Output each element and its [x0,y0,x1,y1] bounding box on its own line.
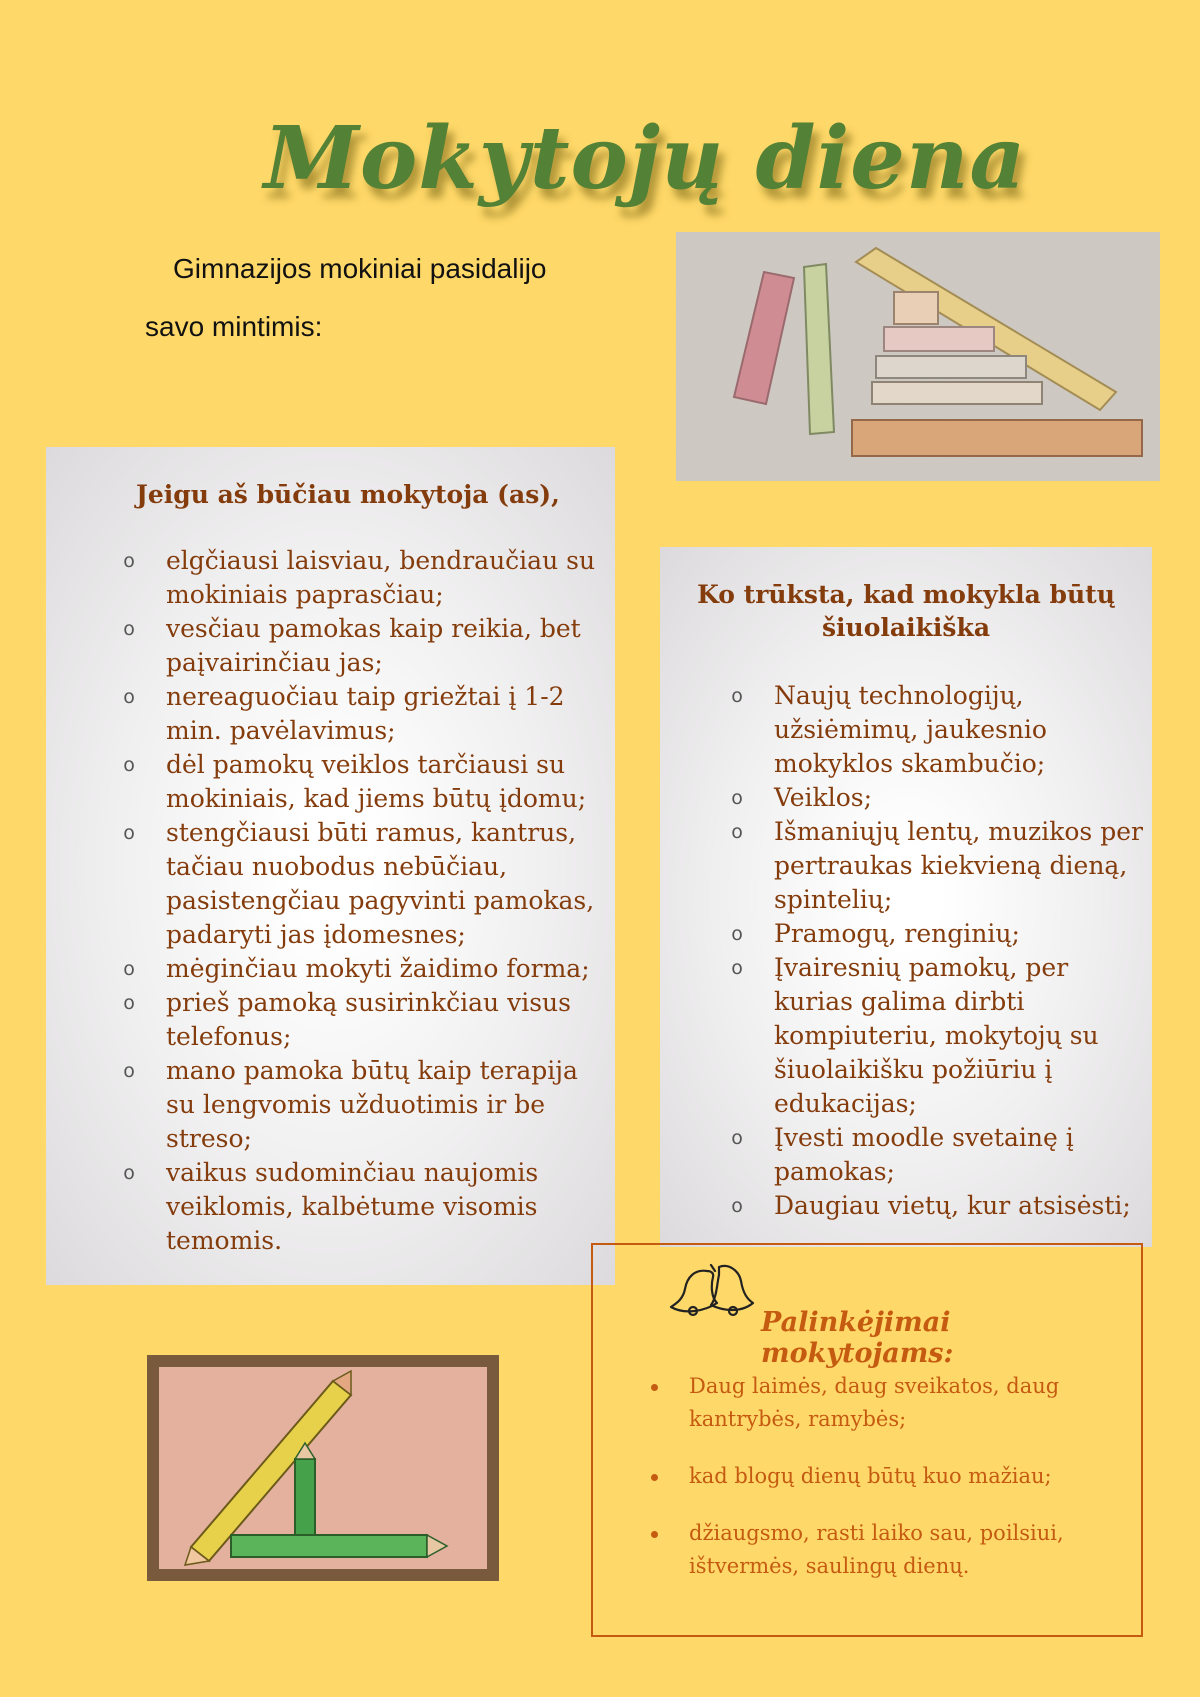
circle-bullet-icon: o [123,1060,135,1082]
bells-icon [667,1261,757,1323]
list-item: džiaugsmo, rasti laiko sau, poilsiui, ištvermės, saulingų dienų. [651,1517,1121,1583]
list-item: o stengčiausi būti ramus, kantrus, tačiau nuobodus nebūčiau, pasistengčiau pagyvinti pamokas, padaryti jas įdomesnes; [112,816,607,952]
list-item: o elgčiausi laisviau, bendraučiau su mokiniais paprasčiau; [112,544,607,612]
circle-bullet-icon: o [123,822,135,844]
list-item: o mano pamoka būtų kaip terapija su lengvomis užduotimis ir be streso; [112,1054,607,1156]
bullet-dot-icon [651,1531,658,1538]
circle-bullet-icon: o [123,618,135,640]
circle-bullet-icon: o [123,992,135,1014]
page-title: Mokytojų diena [263,108,1027,209]
wishes-list [651,1370,1121,1607]
circle-bullet-icon: o [731,821,743,843]
list-item: o prieš pamoką susirinkčiau visus telefonus; [112,986,607,1054]
list-item: o nereaguočiau taip griežtai į 1-2 min. pavėlavimus; [112,680,607,748]
if-i-were-teacher-card [46,447,615,1285]
circle-bullet-icon: o [731,957,743,979]
wishes-heading: Palinkėjimai mokytojams: [761,1307,954,1369]
list-item: o mėginčiau mokyti žaidimo forma; [112,952,607,986]
needs-list [720,679,1148,1223]
list-item: Daug laimės, daug sveikatos, daug kantrybės, ramybės; [651,1370,1121,1436]
list-item: o vesčiau pamokas kaip reikia, bet paįvairinčiau jas; [112,612,607,680]
list-item: o Daugiau vietų, kur atsisėsti; [720,1189,1148,1223]
intro-line-2: savo mintimis: [145,311,323,342]
list-item: kad blogų dienų būtų kuo mažiau; [651,1460,1121,1493]
list-item: o Įvesti moodle svetainę į pamokas; [720,1121,1148,1189]
chalk-drawing-image [676,232,1160,481]
list-item: o dėl pamokų veiklos tarčiausi su mokiniais, kad jiems būtų įdomu; [112,748,607,816]
card-heading: Jeigu aš būčiau mokytoja (as), [136,480,560,509]
circle-bullet-icon: o [123,686,135,708]
list-item: o vaikus sudominčiau naujomis veiklomis, kalbėtume visomis temomis. [112,1156,607,1258]
intro-line-1: Gimnazijos mokiniai pasidalijo [173,253,547,284]
circle-bullet-icon: o [731,923,743,945]
circle-bullet-icon: o [731,685,743,707]
list-item: o Pramogų, renginių; [720,917,1148,951]
list-item: o Išmaniųjų lentų, muzikos per pertraukas kiekvieną dieną, spintelių; [720,815,1148,917]
wishes-list [112,544,607,1258]
card-heading: Ko trūksta, kad mokykla būtų šiuolaikiška [697,580,1115,642]
circle-bullet-icon: o [731,1195,743,1217]
intro-text [145,240,665,356]
circle-bullet-icon: o [731,787,743,809]
bullet-dot-icon [651,1384,658,1391]
wishes-box [591,1243,1143,1637]
list-item: o Įvairesnių pamokų, per kurias galima dirbti kompiuteriu, mokytojų su šiuolaikišku požiūriu į edukacijas; [720,951,1148,1121]
circle-bullet-icon: o [123,754,135,776]
bullet-dot-icon [651,1474,658,1481]
circle-bullet-icon: o [123,550,135,572]
circle-bullet-icon: o [123,958,135,980]
list-item: o Veiklos; [720,781,1148,815]
circle-bullet-icon: o [731,1127,743,1149]
pencils-drawing-image [147,1355,499,1581]
list-item: o Naujų technologijų, užsiėmimų, jaukesnio mokyklos skambučio; [720,679,1148,781]
modern-school-card [660,547,1152,1247]
circle-bullet-icon: o [123,1162,135,1184]
